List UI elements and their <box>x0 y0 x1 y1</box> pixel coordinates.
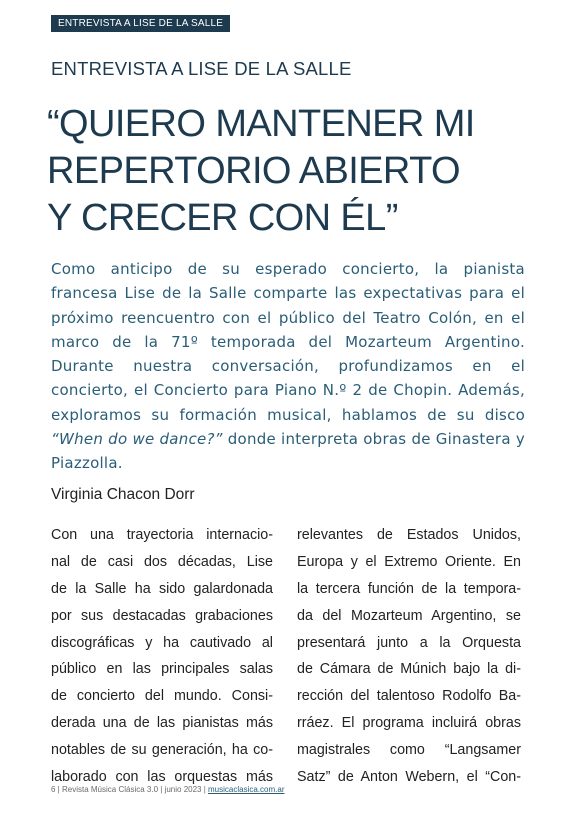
body-line: relevantes de Estados Unidos, <box>297 527 521 543</box>
page-footer <box>51 785 284 794</box>
body-line: rráez. El programa incluirá obras <box>297 715 521 732</box>
album-title: “When do we dance?” <box>51 430 223 449</box>
section-tag: ENTREVISTA A LISE DE LA SALLE <box>51 15 230 32</box>
page-number: 6 <box>51 785 56 794</box>
body-line: nal de casi dos décadas, Lise <box>51 553 273 570</box>
lead-text-end: donde interpreta obras de Ginastera y Piazzolla. <box>51 430 525 473</box>
title-line: Y CRECER CON ÉL” <box>47 197 398 239</box>
title-line: “QUIERO MANTENER MI <box>47 103 475 145</box>
lead-text: Como anticipo de su esperado concierto, la pianista francesa Lise de la Salle comparte las expectativas para el próximo reencuentro con el público del Teatro Colón, en el marco de la 71º temporada del Mozarteum Argentino. Durante nuestra conversación, profundizamos en el concierto, el Concierto para Piano N.º 2 de Chopin. Además, exploramos su formación musical, hablamos de su disco <box>51 260 525 424</box>
publication-name: Revista Música Clásica 3.0 <box>61 785 159 794</box>
body-line: laborado con las orquestas más <box>51 769 273 786</box>
body-line: público en las principales salas <box>51 661 273 678</box>
body-line: de Cámara de Múnich bajo la di- <box>297 661 521 678</box>
footer-separator: | <box>158 785 165 794</box>
author-byline: Virginia Chacon Dorr <box>51 486 195 503</box>
body-line: de concierto del mundo. Consi- <box>51 688 273 705</box>
body-line: Satz” de Anton Webern, el “Con- <box>297 769 521 786</box>
website-link[interactable]: musicaclasica.com.ar <box>208 785 285 794</box>
body-column-right <box>297 522 521 791</box>
body-line: da del Mozarteum Argentino, se <box>297 607 521 624</box>
article-title <box>47 101 547 242</box>
footer-separator: | <box>201 785 209 794</box>
article-kicker: ENTREVISTA A LISE DE LA SALLE <box>51 58 352 79</box>
body-line: notables de su generación, ha co- <box>51 742 273 759</box>
body-line: presentará junto a la Orquesta <box>297 634 521 651</box>
body-line: Europa y el Extremo Oriente. En <box>297 553 521 570</box>
issue-date: junio 2023 <box>164 785 202 794</box>
body-line: Con una trayectoria internacio- <box>51 527 273 543</box>
title-line: REPERTORIO ABIERTO <box>47 150 460 192</box>
body-line: derada una de las pianistas más <box>51 715 273 732</box>
body-line: discográficas y ha cautivado al <box>51 634 273 651</box>
body-line: por sus destacadas grabaciones <box>51 607 273 624</box>
footer-separator: | <box>55 785 62 794</box>
body-line: magistrales como “Langsamer <box>297 742 521 759</box>
lead-paragraph <box>51 257 525 476</box>
body-line: rección del talentoso Rodolfo Ba- <box>297 688 521 705</box>
body-line: de la Salle ha sido galardonada <box>51 580 273 597</box>
body-line: la tercera función de la tempora- <box>297 580 521 597</box>
body-column-left <box>51 522 273 791</box>
